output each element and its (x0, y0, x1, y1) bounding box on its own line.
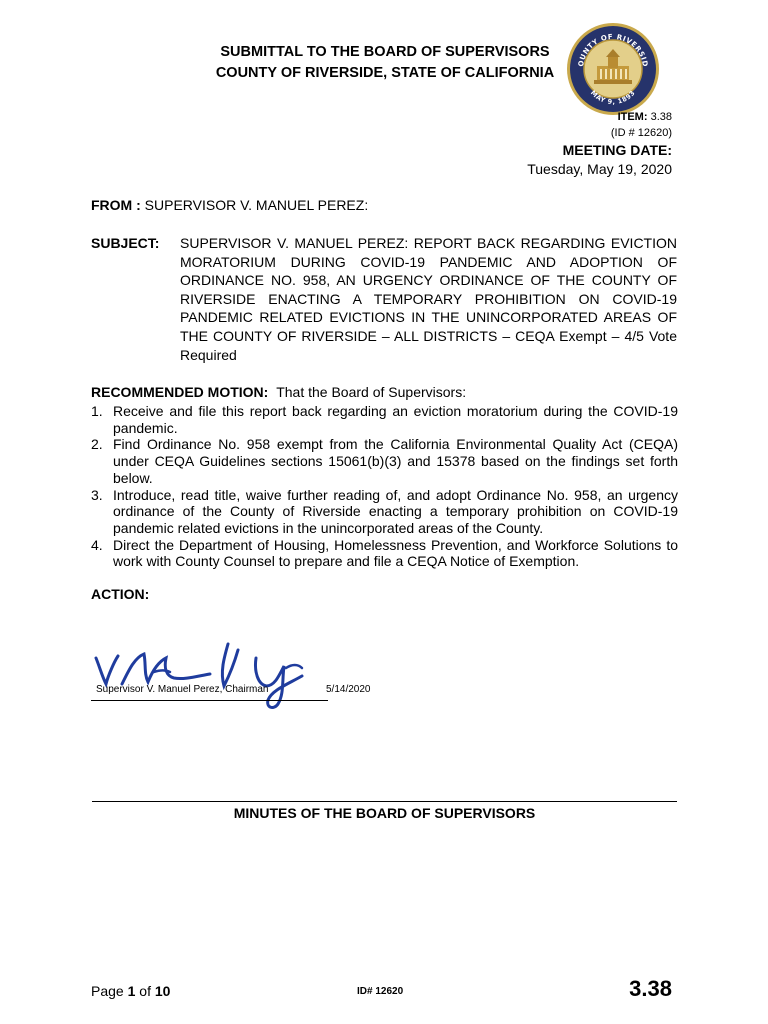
header-title-line1: SUBMITTAL TO THE BOARD OF SUPERVISORS (220, 44, 550, 60)
motion-item-1-number: 1. (91, 403, 103, 419)
seal-top-text: OUNTY OF RIVERSID (576, 32, 650, 68)
motion-intro: That the Board of Supervisors: (276, 384, 467, 400)
page-prefix: Page (91, 983, 124, 999)
motion-item-4-number: 4. (91, 536, 103, 553)
page-number: 1 (127, 983, 136, 999)
signature-date: 5/14/2020 (326, 684, 371, 695)
from-value: SUPERVISOR V. MANUEL PEREZ: (144, 197, 369, 213)
seal-bottom-text: MAY 9, 1893 (588, 88, 637, 107)
item-label: ITEM: (617, 111, 648, 123)
from-label: FROM : (91, 197, 141, 213)
motion-item-1 (91, 403, 678, 436)
page-total: 10 (154, 983, 171, 999)
header-title-line2: COUNTY OF RIVERSIDE, STATE OF CALIFORNIA (215, 65, 555, 81)
footer-id: ID# 12620 (357, 986, 404, 997)
action-label: ACTION: (91, 586, 150, 602)
page-of: of (139, 983, 151, 999)
item-number (618, 111, 672, 123)
motion-list (91, 403, 678, 570)
page-indicator (91, 983, 170, 999)
motion-item-2 (91, 436, 678, 486)
signer-name: Supervisor V. Manuel Perez, Chairman (96, 684, 269, 695)
motion-item-4 (91, 537, 678, 570)
meeting-date-value: Tuesday, May 19, 2020 (527, 161, 672, 177)
from-line (91, 196, 368, 215)
signature-line (91, 700, 328, 701)
minutes-divider (92, 801, 677, 802)
minutes-title: MINUTES OF THE BOARD OF SUPERVISORS (233, 805, 536, 821)
meeting-date-label: MEETING DATE: (562, 142, 672, 158)
motion-item-2-text: Find Ordinance No. 958 exempt from the California Environmental Quality Act (CEQA) under CEQA Guidelines sections 15061(b)(3) and 15378 based on the findings set forth below. (113, 436, 678, 486)
motion-item-1-text: Receive and file this report back regarding an eviction moratorium during the COVID-19 pandemic. (113, 403, 678, 436)
subject-label: SUBJECT: (91, 235, 160, 251)
motion-item-3-number: 3. (91, 486, 103, 503)
motion-item-2-number: 2. (91, 436, 103, 453)
item-value: 3.38 (650, 111, 672, 123)
recommended-motion (91, 383, 466, 402)
subject-text (180, 234, 677, 364)
footer-item-number: 3.38 (629, 976, 672, 1001)
motion-item-3-text: Introduce, read title, waive further reading of, and adopt Ordinance No. 958, an urgency ordinance of the County of Riverside enacting a temporary prohibition on COVID-19 pandemic related evictions in the unincorporated areas of the County. (113, 486, 678, 536)
item-id: (ID # 12620) (610, 127, 672, 139)
subject-text-content: SUPERVISOR V. MANUEL PEREZ: REPORT BACK REGARDING EVICTION MORATORIUM DURING COVID-19 PANDEMIC AND ADOPTION OF ORDINANCE NO. 958, AN URGENCY ORDINANCE OF THE COUNTY OF RIVERSIDE ENACTING A TEMPORARY PROHIBITION ON COVID-19 PANDEMIC RELATED EVICTIONS IN THE UNINCORPORATED AREAS OF THE COUNTY OF RIVERSIDE – ALL DISTRICTS – CEQA Exempt – 4/5 Vote Required (180, 235, 677, 363)
motion-label: RECOMMENDED MOTION: (91, 384, 269, 400)
motion-item-3 (91, 487, 678, 537)
motion-item-4-text: Direct the Department of Housing, Homelessness Prevention, and Workforce Solutions to work with County Counsel to prepare and file a CEQA Notice of Exemption. (113, 536, 678, 570)
county-seal (566, 22, 660, 116)
